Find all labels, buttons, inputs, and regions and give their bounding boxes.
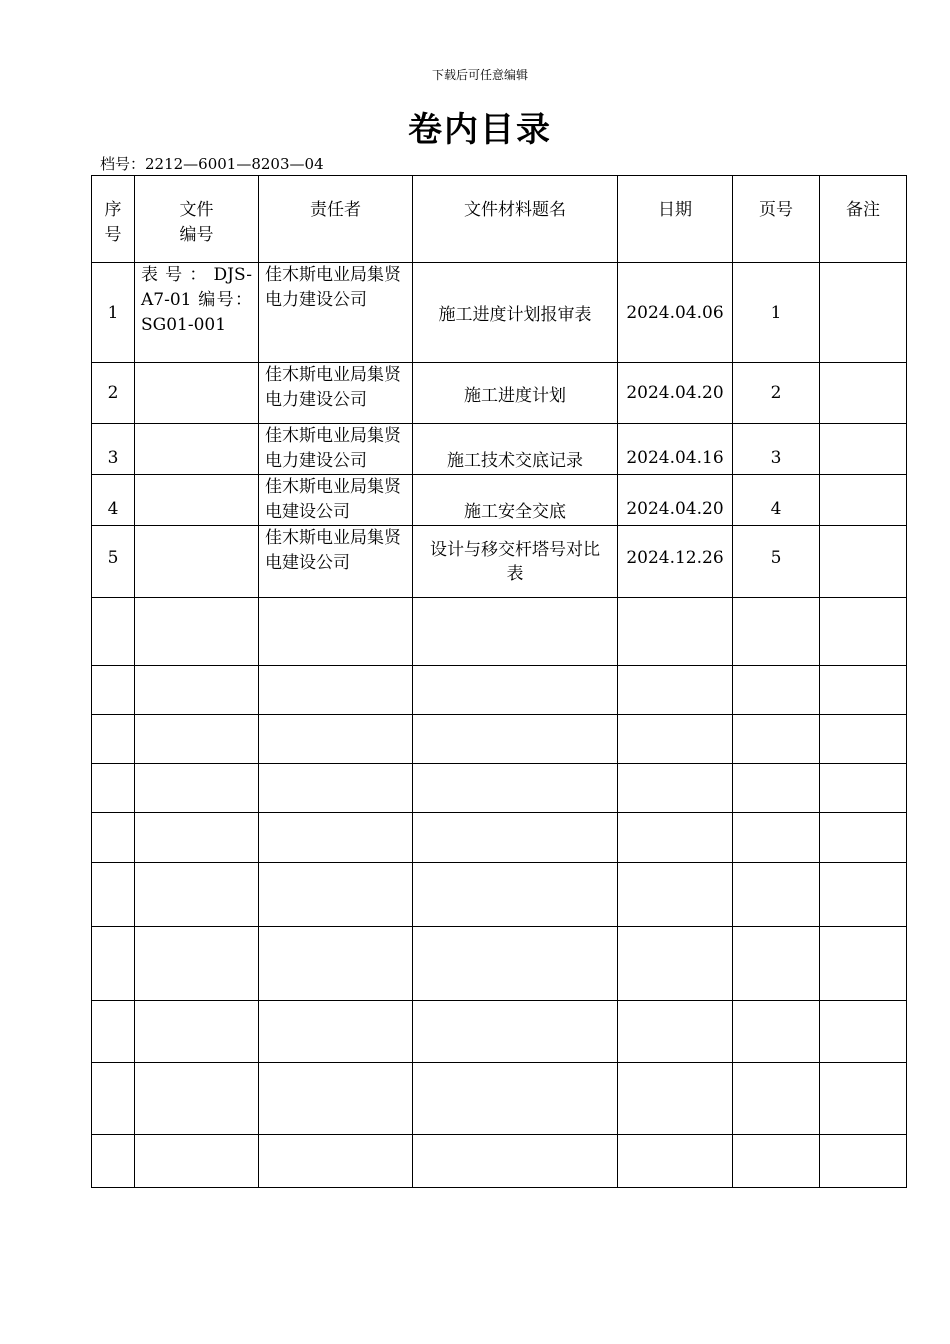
row-owner: 佳木斯电业局集贤电建设公司 bbox=[259, 475, 413, 526]
row-note bbox=[820, 363, 907, 424]
row-seq: 2 bbox=[92, 363, 135, 424]
col-header-date: 日期 bbox=[618, 176, 733, 263]
row-page: 2 bbox=[733, 363, 820, 424]
row-date: 2024.12.26 bbox=[618, 526, 733, 598]
table-row bbox=[92, 526, 907, 598]
row-page: 4 bbox=[733, 475, 820, 526]
row-page: 5 bbox=[733, 526, 820, 598]
row-docno bbox=[135, 363, 259, 424]
row-owner: 佳木斯电业局集贤电建设公司 bbox=[259, 526, 413, 598]
col-header-docno-line2: 编号 bbox=[179, 225, 214, 245]
row-docno bbox=[135, 526, 259, 598]
col-header-page: 页号 bbox=[733, 176, 820, 263]
row-docno bbox=[135, 424, 259, 475]
empty-row bbox=[92, 927, 907, 1001]
table-row bbox=[92, 424, 907, 475]
col-header-doc-title: 文件材料题名 bbox=[413, 176, 618, 263]
row-page: 3 bbox=[733, 424, 820, 475]
row-seq: 1 bbox=[92, 263, 135, 363]
col-header-seq-line2: 号 bbox=[104, 225, 122, 245]
row-note bbox=[820, 424, 907, 475]
archive-number: 档号：2212—6001—8203—04 bbox=[100, 155, 324, 173]
empty-row bbox=[92, 1063, 907, 1135]
row-seq: 4 bbox=[92, 475, 135, 526]
row-docno bbox=[135, 475, 259, 526]
row-note bbox=[820, 263, 907, 363]
row-doc-title: 施工技术交底记录 bbox=[413, 424, 618, 475]
empty-row bbox=[92, 666, 907, 715]
empty-row bbox=[92, 863, 907, 927]
header-note: 下载后可任意编辑 bbox=[431, 68, 528, 82]
row-owner: 佳木斯电业局集贤电力建设公司 bbox=[259, 263, 413, 363]
row-owner: 佳木斯电业局集贤电力建设公司 bbox=[259, 424, 413, 475]
row-note bbox=[820, 475, 907, 526]
table-row bbox=[92, 263, 907, 363]
row-page: 1 bbox=[733, 263, 820, 363]
table-row bbox=[92, 475, 907, 526]
row-date: 2024.04.20 bbox=[618, 475, 733, 526]
col-header-note: 备注 bbox=[820, 176, 907, 263]
row-seq: 3 bbox=[92, 424, 135, 475]
col-header-docno-line1: 文件 bbox=[179, 200, 214, 220]
row-doc-title: 施工进度计划 bbox=[413, 363, 618, 424]
empty-row bbox=[92, 813, 907, 863]
row-note bbox=[820, 526, 907, 598]
page-title: 卷内目录 bbox=[408, 110, 552, 150]
row-docno: 表号：DJS-A7-01 编号：SG01-001 bbox=[135, 263, 259, 363]
row-doc-title: 设计与移交杆塔号对比表 bbox=[413, 526, 618, 598]
empty-row bbox=[92, 764, 907, 813]
col-header-docno bbox=[135, 176, 259, 263]
row-date: 2024.04.20 bbox=[618, 363, 733, 424]
table-header-row bbox=[92, 176, 907, 263]
empty-row bbox=[92, 715, 907, 764]
catalog-table bbox=[91, 175, 907, 1188]
row-seq: 5 bbox=[92, 526, 135, 598]
col-header-seq-line1: 序 bbox=[104, 200, 122, 220]
row-date: 2024.04.16 bbox=[618, 424, 733, 475]
empty-row bbox=[92, 598, 907, 666]
row-doc-title: 施工进度计划报审表 bbox=[413, 263, 618, 363]
row-date: 2024.04.06 bbox=[618, 263, 733, 363]
empty-row bbox=[92, 1135, 907, 1188]
empty-row bbox=[92, 1001, 907, 1063]
table-row bbox=[92, 363, 907, 424]
col-header-owner: 责任者 bbox=[259, 176, 413, 263]
row-owner: 佳木斯电业局集贤电力建设公司 bbox=[259, 363, 413, 424]
col-header-seq bbox=[92, 176, 135, 263]
row-doc-title: 施工安全交底 bbox=[413, 475, 618, 526]
